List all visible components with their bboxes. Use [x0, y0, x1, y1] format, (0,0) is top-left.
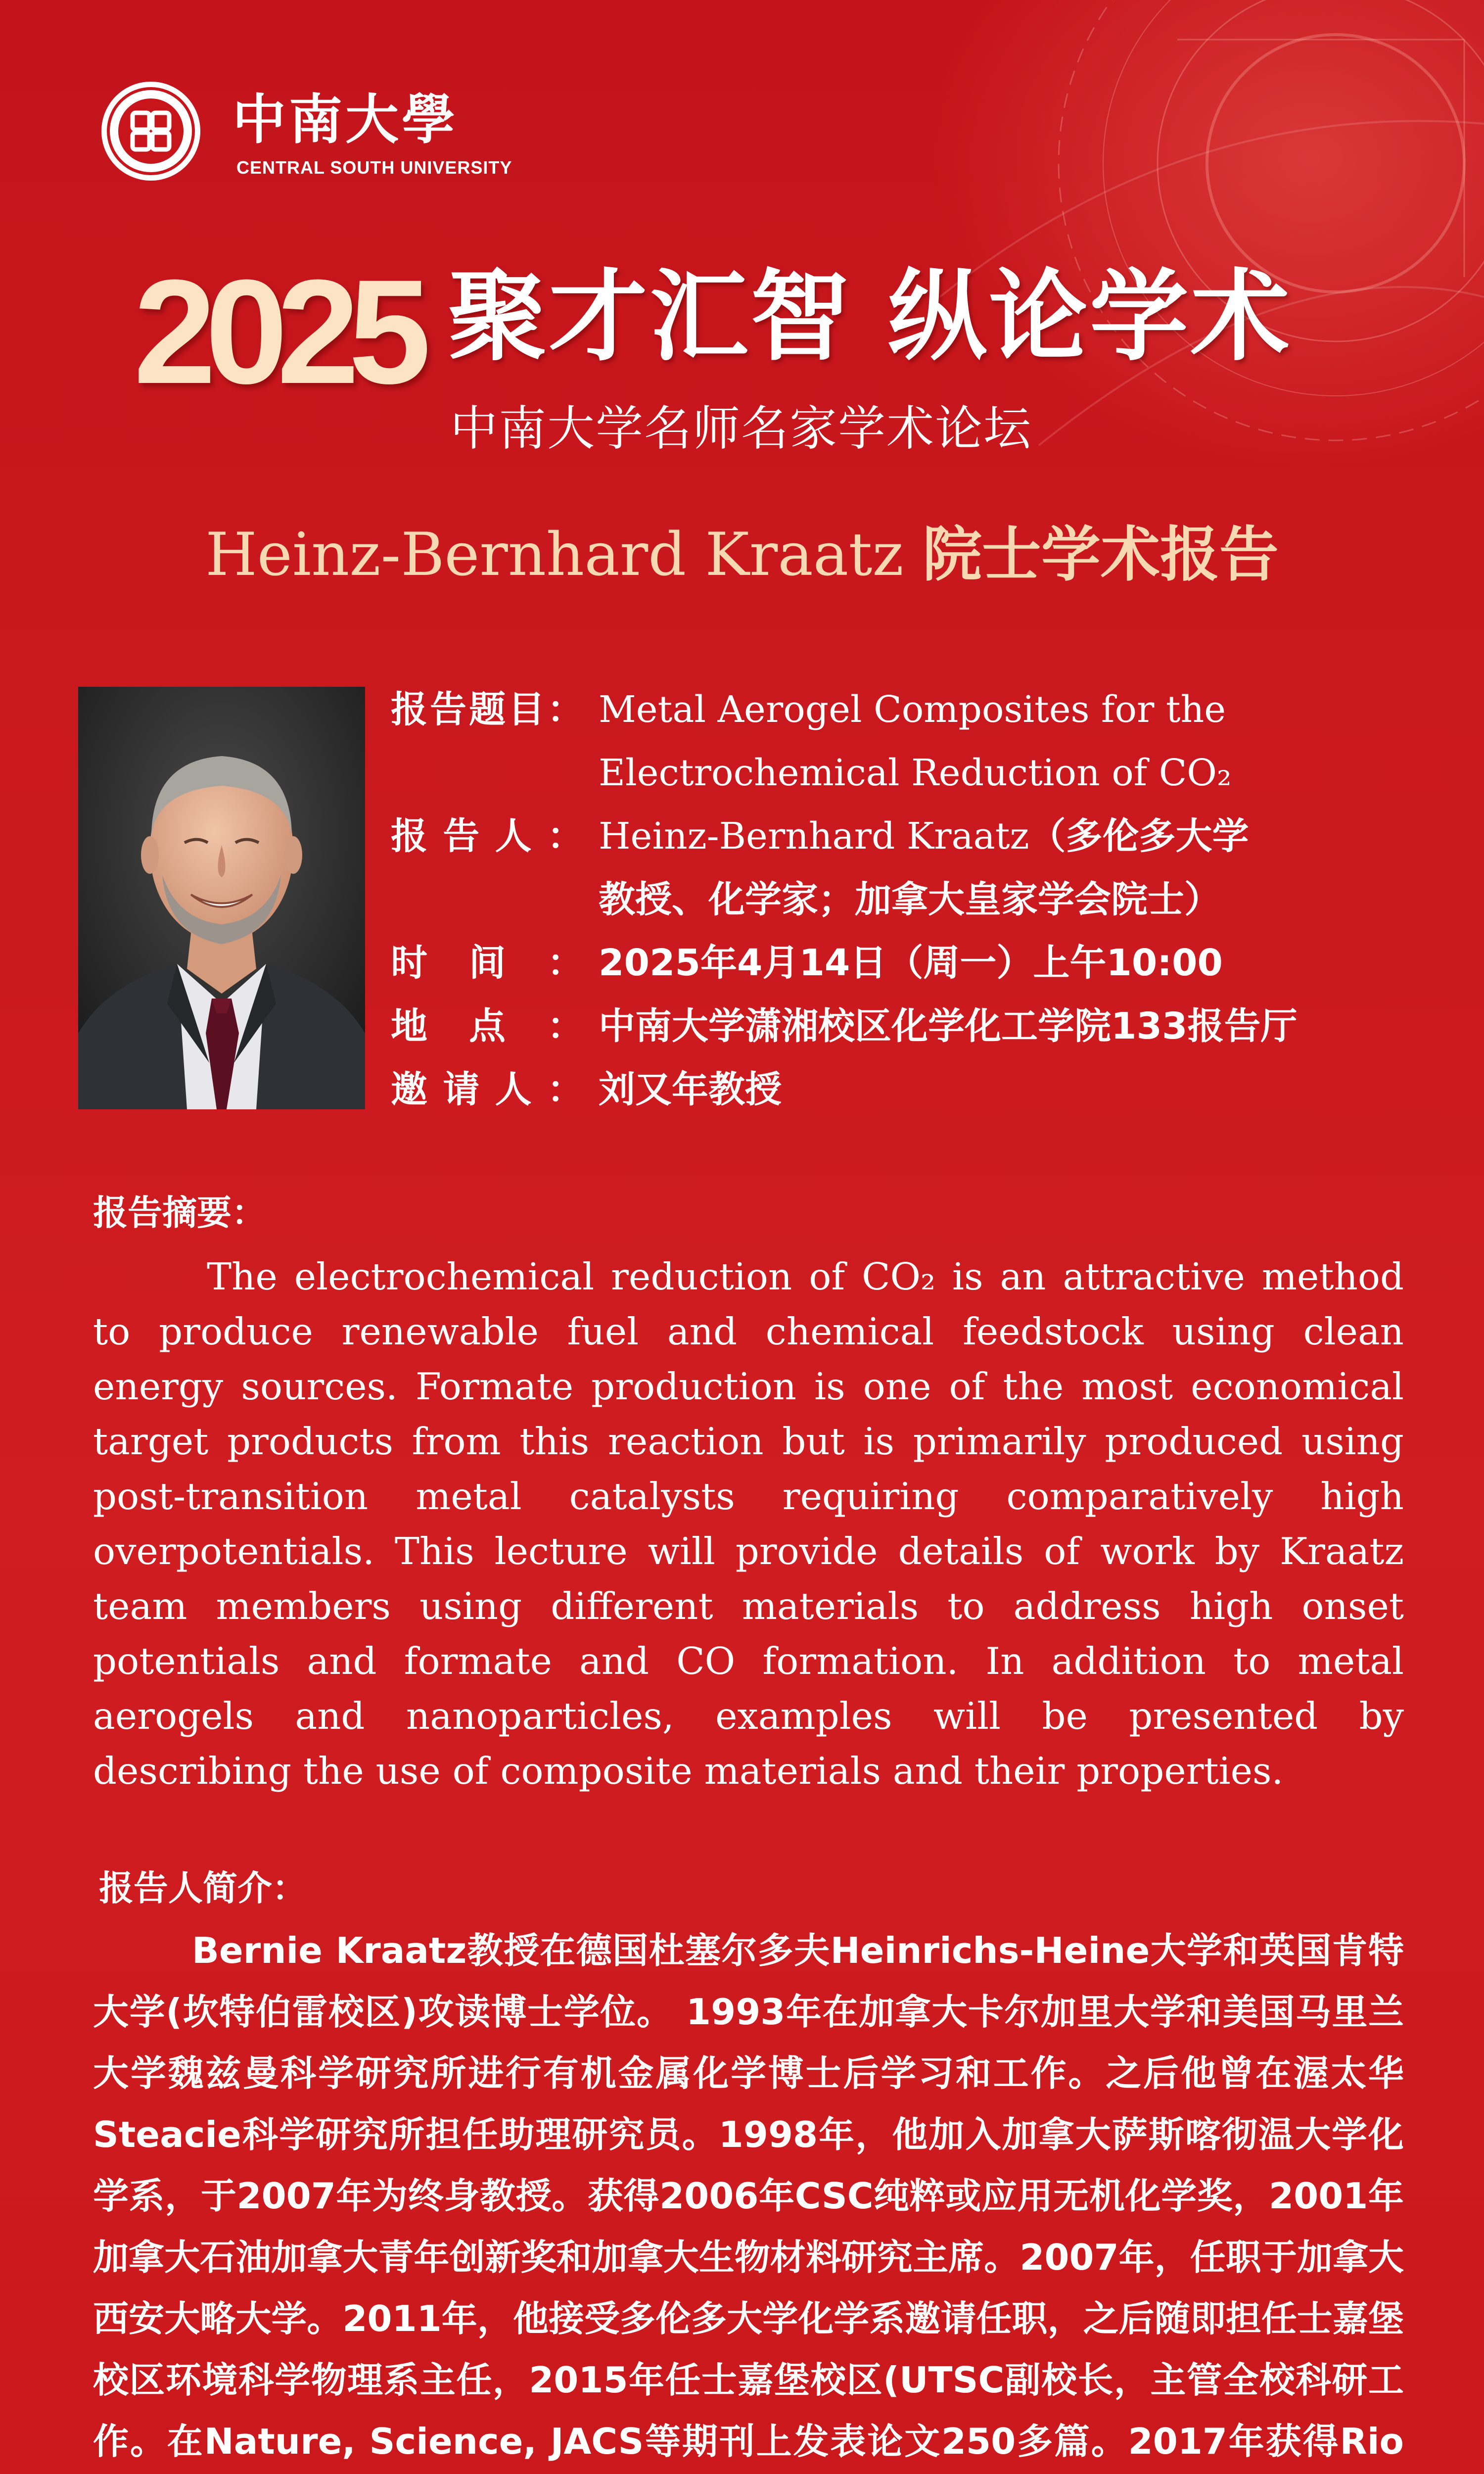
- time-value: 2025年4月14日（周一）上午10:00: [599, 942, 1223, 984]
- forum-name: 中南大学名师名家学术论坛: [450, 401, 1032, 456]
- topic-value-line2: Electrochemical Reduction of CO₂: [599, 752, 1232, 794]
- speaker-affiliation: （多伦多大学: [1029, 815, 1249, 857]
- topic-label: 报 告 题 目 ：: [391, 688, 584, 731]
- abstract-title: 报告摘要：: [93, 1192, 266, 1233]
- place-value: 中南大学潇湘校区化学化工学院133报告厅: [599, 1005, 1298, 1047]
- lecture-title: [0, 507, 1484, 592]
- abstract-text: The electrochemical reduction of CO₂ is an attractive method to produce renewable fuel and chemical feedstock using clean energy sources. Formate production is one of the most economical target products from this reaction but is primarily produced using post-transition metal catalysts requiring comparatively high overpotentials. This lecture will provide details of work by Kraatz team members using different materials to address high onset potentials and formate and CO formation. In addition to metal aerogels and nanoparticles, examples will be presented by describing the use of composite materials and their properties.: [93, 1255, 1404, 1793]
- time-label: 时 间 ：: [391, 942, 584, 984]
- lecture-speaker-name: Heinz-Bernhard Kraatz: [205, 521, 904, 589]
- host-label: 邀 请 人 ：: [391, 1068, 584, 1111]
- university-english-name: CENTRAL SOUTH UNIVERSITY: [236, 157, 512, 178]
- topic-value-line1: Metal Aerogel Composites for the: [599, 688, 1226, 731]
- speaker-title: 教授、化学家；加拿大皇家学会院士）: [599, 878, 1221, 921]
- speaker-value: [599, 805, 1249, 868]
- bio-text: Bernie Kraatz教授在德国杜塞尔多夫Heinrichs-Heine大学和英国肯特大学(坎特伯雷校区)攻读博士学位。 1993年在加拿大卡尔加里大学和美国马里兰大学魏兹曼科学研究所进行有机金属化学博士后学习和工作。之后他曾在渥太华Steacie科学研究所担任助理研究员。1998年，他加入加拿大萨斯喀彻温大学化学系，于2007年为终身教授。获得2006年CSC纯粹或应用无机化学奖，2001年加拿大石油加拿大青年创新奖和加拿大生物材料研究主席。2007年，任职于加拿大西安大略大学。2011年，他接受多伦多大学化学系邀请任职，之后随即担任士嘉堡校区环境科学物理系主任，2015年任士嘉堡校区(UTSC副校长，主管全校科研工作。在Nature, Science, JACS等期刊上发表论文250多篇。2017年获得Rio: [93, 1930, 1404, 2462]
- lecture-type: 院士学术报告: [922, 521, 1279, 589]
- event-year: 2025: [134, 248, 420, 415]
- university-logo-icon: [99, 79, 203, 183]
- event-slogan: 聚才汇智 纵论学术: [448, 258, 1292, 375]
- speaker-photo: [78, 687, 365, 1109]
- bio-title: 报告人简介：: [99, 1868, 307, 1908]
- university-name: 中南大學: [232, 89, 459, 151]
- speaker-name: Heinz-Bernhard Kraatz: [599, 815, 1029, 857]
- speaker-label: 报 告 人 ：: [391, 815, 584, 857]
- host-value: 刘又年教授: [599, 1068, 782, 1111]
- place-label: 地 点 ：: [391, 1005, 584, 1047]
